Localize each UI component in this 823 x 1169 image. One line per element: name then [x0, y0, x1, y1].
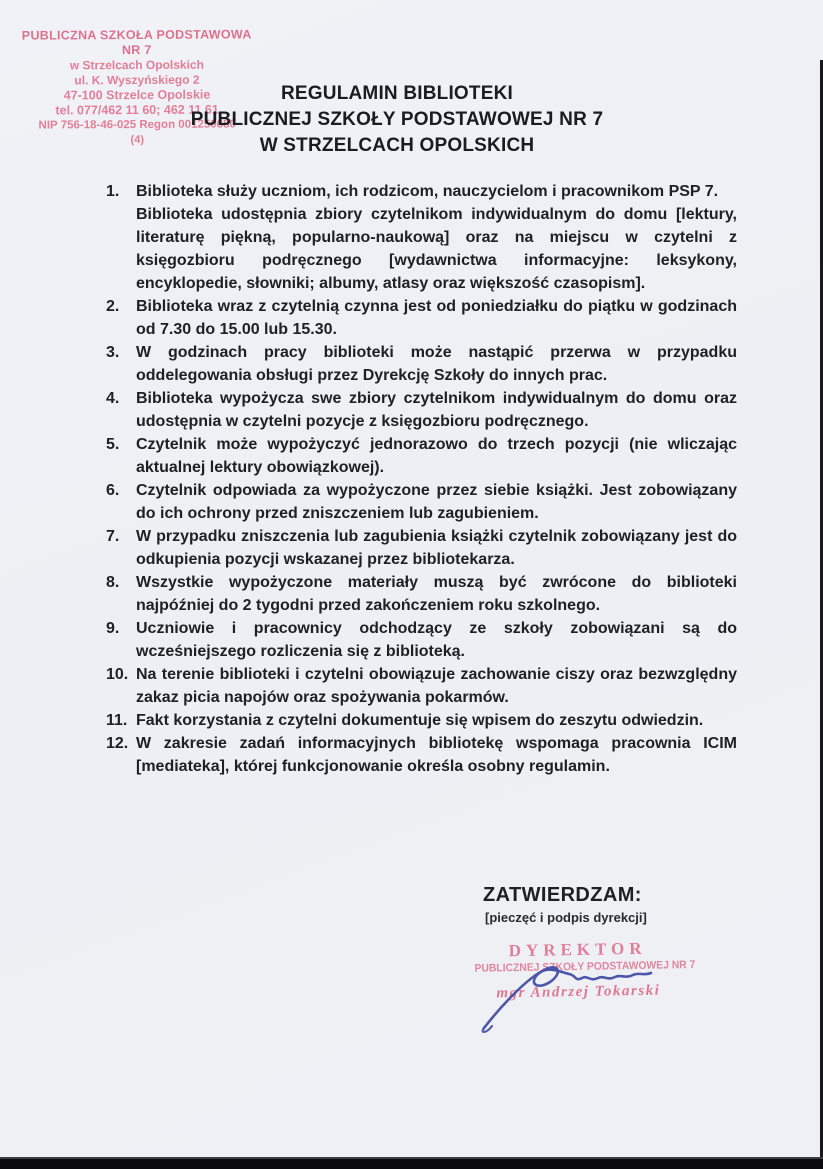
director-stamp-name: mgr Andrzej Tokarski [496, 982, 661, 1002]
rule-number: 10. [106, 666, 129, 683]
rule-text: Fakt korzystania z czytelni dokumentuje się wpisem do zeszytu odwiedzin. [136, 712, 704, 729]
rule-text: W przypadku zniszczenia lub zagubienia książki czytelnik zobowiązany jest do odkupienia pozycji wskazanej przez bibliotekarza. [136, 528, 737, 568]
title-line: W STRZELCACH OPOLSKICH [259, 135, 535, 156]
rule-item [106, 295, 737, 341]
rule-number: 5. [106, 436, 120, 453]
rule-number: 4. [106, 390, 120, 407]
director-signature [472, 958, 677, 1038]
stamp-line: 47-100 Strzelce Opolskie [63, 87, 211, 103]
rule-text: Wszystkie wypożyczone materiały muszą być zwrócone do biblioteki najpóźniej do 2 tygodni przed zakończeniem roku szkolnego. [136, 574, 737, 614]
rule-text: Biblioteka wraz z czytelnią czynna jest od poniedziałku do piątku w godzinach od 7.30 do 15.00 lub 15.30. [136, 298, 737, 338]
stamp-line: NIP 756-18-46-025 Regon 001250680 [38, 118, 236, 132]
rule-number: 8. [106, 574, 120, 591]
title-line: REGULAMIN BIBLIOTEKI [281, 83, 513, 104]
rule-item [106, 479, 737, 525]
rule-item [106, 571, 737, 617]
rule-text: W zakresie zadań informacyjnych bibliotekę wspomaga pracownia ICIM [mediateka], której funkcjonowanie określa osobny regulamin. [136, 735, 737, 775]
approval-label: ZATWIERDZAM: [483, 884, 642, 906]
rule-number: 6. [106, 482, 120, 499]
rule-item [106, 341, 737, 387]
rule-item [106, 433, 737, 479]
rule-item [106, 180, 737, 295]
rule-number: 2. [106, 298, 120, 315]
rule-item [106, 709, 737, 732]
stamp-line: (4) [130, 133, 145, 147]
rule-item [106, 525, 737, 571]
rule-number: 11. [106, 712, 128, 729]
stamp-line: ul. K. Wyszyńskiego 2 [74, 72, 200, 88]
rule-item [106, 732, 737, 778]
rule-number: 9. [106, 620, 120, 637]
scan-edge-bottom [0, 1157, 823, 1169]
rule-text: Biblioteka służy uczniom, ich rodzicom, nauczycielom i pracownikom PSP 7. [136, 183, 719, 200]
rule-text: Na terenie biblioteki i czytelni obowiązuje zachowanie ciszy oraz bezwzględny zakaz picia napojów oraz spożywania pokarmów. [136, 666, 737, 706]
director-stamp-subtitle: PUBLICZNEJ SZKOŁY PODSTAWOWEJ NR 7 [474, 958, 696, 975]
rule-item [106, 387, 737, 433]
rule-number: 12. [106, 735, 129, 752]
title-line: PUBLICZNEJ SZKOŁY PODSTAWOWEJ NR 7 [190, 109, 604, 130]
rule-text: Uczniowie i pracownicy odchodzący ze szkoły zobowiązani są do wcześniejszego rozliczenia się z biblioteką. [136, 620, 737, 660]
rule-item [106, 663, 737, 709]
rule-item [106, 617, 737, 663]
rule-text: Biblioteka wypożycza swe zbiory czytelnikom indywidualnym do domu oraz udostępnia w czytelni pozycje z księgozbioru podręcznego. [136, 390, 737, 430]
director-stamp-title: DYREKTOR [508, 938, 647, 961]
stamp-line: tel. 077/462 11 60; 462 11 61 [55, 102, 219, 118]
approval-note: [pieczęć i podpis dyrekcji] [485, 910, 647, 925]
rule-number: 7. [106, 528, 120, 545]
rules-list [106, 180, 737, 778]
rule-number: 1. [106, 183, 120, 200]
rule-text: Biblioteka udostępnia zbiory czytelnikom indywidualnym do domu [lektury, literaturę piękną, popularno-naukową] oraz na miejscu w czytelni z księgozbioru podręcznego [wydawnictwa informacyjne: leksykony, encyklopedie, słowniki; albumy, atlasy oraz większość czasopism]. [136, 206, 737, 292]
rule-text: Czytelnik odpowiada za wypożyczone przez siebie książki. Jest zobowiązany do ich ochrony przed zniszczeniem lub zagubieniem. [136, 482, 737, 522]
stamp-line: w Strzelcach Opolskich [69, 57, 204, 73]
page-title [0, 81, 794, 159]
rule-text: W godzinach pracy biblioteki może nastąpić przerwa w przypadku oddelegowania obsługi przez Dyrekcję Szkoły do innych prac. [136, 344, 737, 384]
rule-text: Czytelnik może wypożyczyć jednorazowo do trzech pozycji (nie wliczając aktualnej lektury obowiązkowej). [136, 436, 737, 476]
rule-number: 3. [106, 344, 120, 361]
stamp-line: PUBLICZNA SZKOŁA PODSTAWOWA NR 7 [21, 27, 252, 58]
